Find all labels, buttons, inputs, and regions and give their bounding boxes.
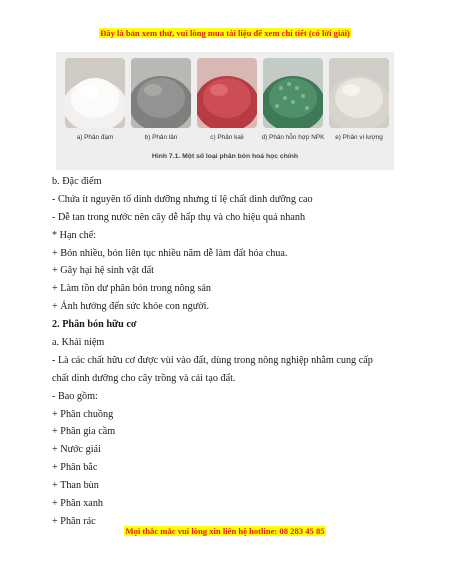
caption-npk: d) Phân hỗn hợp NPK: [261, 134, 325, 141]
section-heading: a. Khái niệm: [52, 337, 105, 349]
section-title: 2. Phân bón hữu cơ: [52, 319, 137, 331]
paragraph-line: - Chứa ít nguyên tố dinh dưỡng nhưng tỉ lệ chất dinh dưỡng cao: [52, 193, 313, 205]
caption-nitrogen: a) Phân đạm: [76, 134, 114, 141]
preview-notice-banner: [0, 28, 450, 39]
paragraph-line: - Dễ tan trong nước nên cây dễ hấp thụ và cho hiệu quả nhanh: [52, 211, 306, 223]
list-item: + Bón nhiều, bón liên tục nhiều năm dễ làm đất hóa chua.: [52, 247, 288, 259]
fertilizer-figure: [56, 52, 394, 170]
caption-phosphate: b) Phân lân: [144, 134, 178, 141]
list-item: + Phân xanh: [52, 498, 104, 510]
nitrogen-fertilizer-photo: [65, 58, 125, 128]
hotline-text: Mọi thắc mắc vui lòng xin liên hệ hotline: 08 283 45 85: [125, 526, 325, 536]
hotline-banner: [0, 526, 450, 537]
phosphate-fertilizer-photo: [131, 58, 191, 128]
list-item: + Làm tồn dư phân bón trong nông sản: [52, 283, 211, 295]
potash-fertilizer-photo: [197, 58, 257, 128]
list-item: + Phân bắc: [52, 462, 98, 474]
list-item: + Gây hại hệ sinh vật đất: [52, 265, 154, 277]
paragraph-line: * Hạn chế:: [52, 229, 97, 241]
document-body: [52, 173, 402, 531]
section-heading: b. Đặc điểm: [52, 176, 102, 187]
list-item: + Phân chuồng: [52, 408, 114, 420]
list-item: + Ảnh hưởng đến sức khỏe con người.: [52, 301, 210, 313]
photo-captions: [62, 134, 388, 144]
list-item: + Phân rác: [52, 515, 96, 527]
figure-title: Hình 7.1. Một số loại phân bón hoá học chính: [151, 153, 299, 160]
micronutrient-fertilizer-photo: [329, 58, 389, 128]
paragraph-line: - Bao gồm:: [52, 390, 98, 402]
list-item: + Than bùn: [52, 480, 99, 492]
caption-potash: c) Phân kali: [210, 134, 244, 141]
paragraph-line: chất dinh dưỡng cho cây trồng và cải tạo đất.: [52, 372, 236, 384]
list-item: + Nước giải: [52, 444, 101, 456]
npk-fertilizer-photo: [263, 58, 323, 128]
paragraph-line: - Là các chất hữu cơ được vùi vào đất, dùng trong nông nghiệp nhằm cung cấp: [52, 354, 373, 366]
caption-micronutrient: e) Phân vi lượng: [335, 134, 383, 141]
preview-notice-text: Đây là bản xem thử, vui lòng mua tài liệu để xem chi tiết (có lời giải): [100, 28, 350, 38]
list-item: + Phân gia cầm: [52, 426, 116, 438]
fertilizer-photos: [62, 58, 388, 128]
